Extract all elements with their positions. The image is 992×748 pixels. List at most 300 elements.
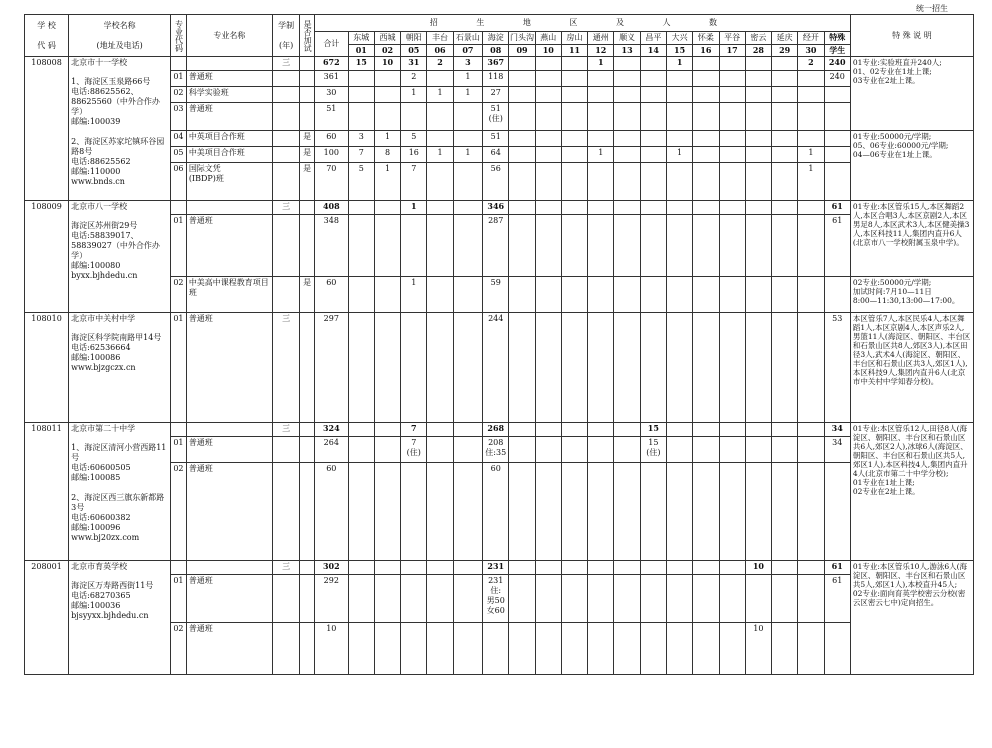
major-extra-fee	[300, 71, 315, 87]
major-count	[772, 71, 798, 87]
major-count	[719, 623, 745, 675]
major-count: 53	[824, 313, 850, 423]
major-count	[427, 103, 453, 131]
major-count	[640, 575, 666, 623]
region-col-name: 门头沟	[509, 31, 535, 44]
region-col-name: 丰台	[427, 31, 453, 44]
summary-extra-fee	[300, 57, 315, 71]
major-count	[772, 147, 798, 163]
major-code: 01	[171, 215, 187, 277]
major-count	[374, 313, 400, 423]
school-duration: 三	[272, 561, 299, 575]
major-count: 51	[315, 103, 349, 131]
header-extra-fee	[300, 15, 315, 57]
summary-note: 01专业:本区管乐15人,本区舞蹈2人,本区合唱3人,本区京剧2人,本区男足8人,本区武术3人,本区健美操3人,本区科技11人,集团内直升6人(北京市八一学校附属玉泉中学)。	[850, 201, 973, 277]
major-count	[427, 313, 453, 423]
major-name: 科学实验班	[186, 87, 272, 103]
region-col-name: 石景山	[453, 31, 482, 44]
header-major-code-text: 专业代码	[174, 19, 184, 52]
summary-count: 15	[348, 57, 374, 71]
major-name: 普通班	[186, 103, 272, 131]
summary-count	[719, 201, 745, 215]
summary-count: 61	[824, 201, 850, 215]
summary-count	[640, 57, 666, 71]
summary-count	[693, 423, 719, 437]
major-count	[824, 463, 850, 561]
summary-count: 7	[401, 423, 427, 437]
major-count: 348	[315, 215, 349, 277]
region-col-name: 顺义	[614, 31, 640, 44]
major-count	[666, 277, 692, 313]
major-count: 240	[824, 71, 850, 87]
major-count: 5	[348, 163, 374, 201]
summary-count: 61	[824, 561, 850, 575]
major-count	[535, 131, 561, 147]
summary-count: 240	[824, 57, 850, 71]
major-count	[561, 87, 587, 103]
major-extra-fee	[300, 313, 315, 423]
region-col-name: 西城	[374, 31, 400, 44]
major-count	[509, 437, 535, 463]
major-count	[374, 623, 400, 675]
summary-count: 672	[315, 57, 349, 71]
major-count: 10	[315, 623, 349, 675]
major-count	[374, 437, 400, 463]
region-col-code: 17	[719, 44, 745, 57]
region-col-code: 15	[666, 44, 692, 57]
major-count: 297	[315, 313, 349, 423]
major-count	[640, 71, 666, 87]
major-count	[719, 277, 745, 313]
region-col-name: 通州	[588, 31, 614, 44]
major-count	[614, 87, 640, 103]
major-count: 264	[315, 437, 349, 463]
major-count: 64	[483, 147, 509, 163]
major-count	[719, 103, 745, 131]
major-name: 国际文凭 (IBDP)班	[186, 163, 272, 201]
region-col-name: 房山	[561, 31, 587, 44]
summary-count	[453, 423, 482, 437]
major-duration: 三	[272, 313, 299, 423]
major-count	[719, 463, 745, 561]
summary-count	[535, 561, 561, 575]
major-duration	[272, 163, 299, 201]
major-code: 01	[171, 313, 187, 423]
major-name: 中英项目合作班	[186, 131, 272, 147]
major-count: 15 (住)	[640, 437, 666, 463]
summary-count	[745, 201, 771, 215]
major-name: 普通班	[186, 463, 272, 561]
summary-count	[745, 423, 771, 437]
header-school-code: 学 校 代 码	[25, 15, 69, 57]
major-count	[745, 437, 771, 463]
major-count	[453, 463, 482, 561]
major-note: 01专业:50000元/学期; 05、06专业:60000元/学期; 04—06专业在1址上课。	[850, 131, 973, 201]
major-count	[535, 71, 561, 87]
summary-count	[693, 201, 719, 215]
major-count	[772, 575, 798, 623]
major-count	[588, 575, 614, 623]
summary-count	[614, 201, 640, 215]
major-extra-fee	[300, 103, 315, 131]
major-count	[666, 313, 692, 423]
summary-note: 01专业:本区管乐10人,游泳6人(海淀区、朝阳区、丰台区和石景山区共5人,郊区1人),本校直升45人; 02专业:面向育英学校密云分校(密云区密云七中)定向招生。	[850, 561, 973, 675]
major-count	[719, 215, 745, 277]
summary-major-code	[171, 201, 187, 215]
major-count	[453, 103, 482, 131]
summary-count: 302	[315, 561, 349, 575]
major-count: 292	[315, 575, 349, 623]
major-name: 普通班	[186, 437, 272, 463]
summary-count: 1	[401, 201, 427, 215]
major-duration	[272, 103, 299, 131]
summary-count	[693, 57, 719, 71]
major-row	[25, 313, 974, 423]
major-count	[719, 437, 745, 463]
major-count	[745, 103, 771, 131]
major-count: 60	[315, 463, 349, 561]
major-count	[772, 163, 798, 201]
summary-extra-fee	[300, 423, 315, 437]
region-col-code: 29	[772, 44, 798, 57]
major-extra-fee: 是	[300, 147, 315, 163]
summary-count	[561, 423, 587, 437]
major-extra-fee: 是	[300, 163, 315, 201]
major-count	[719, 313, 745, 423]
summary-count	[348, 561, 374, 575]
major-count	[640, 103, 666, 131]
major-count	[719, 87, 745, 103]
region-col-code: 13	[614, 44, 640, 57]
major-count	[561, 313, 587, 423]
major-count	[509, 313, 535, 423]
summary-count	[374, 201, 400, 215]
major-count	[640, 147, 666, 163]
major-count	[772, 313, 798, 423]
major-count	[693, 313, 719, 423]
region-col-code: 09	[509, 44, 535, 57]
major-count	[588, 215, 614, 277]
region-col-name: 大兴	[666, 31, 692, 44]
region-col-code: 10	[535, 44, 561, 57]
summary-count	[453, 561, 482, 575]
major-count: 59	[483, 277, 509, 313]
region-col-code: 08	[483, 44, 509, 57]
major-name: 普通班	[186, 313, 272, 423]
major-count	[561, 71, 587, 87]
summary-count	[509, 561, 535, 575]
summary-count	[640, 561, 666, 575]
major-count	[614, 623, 640, 675]
summary-count: 231	[483, 561, 509, 575]
major-count	[693, 575, 719, 623]
major-count	[772, 131, 798, 147]
summary-count	[535, 57, 561, 71]
summary-count	[666, 423, 692, 437]
major-name: 普通班	[186, 215, 272, 277]
summary-count	[798, 561, 824, 575]
summary-major-name	[186, 201, 272, 215]
major-count	[535, 215, 561, 277]
school-name: 北京市八一学校	[71, 202, 128, 212]
major-count	[614, 163, 640, 201]
major-count: 70	[315, 163, 349, 201]
summary-count	[798, 423, 824, 437]
major-count	[745, 313, 771, 423]
major-count	[666, 103, 692, 131]
summary-count	[427, 201, 453, 215]
summary-count	[401, 561, 427, 575]
major-name: 中美项目合作班	[186, 147, 272, 163]
major-count	[693, 463, 719, 561]
major-count	[453, 163, 482, 201]
major-count	[798, 71, 824, 87]
major-count	[640, 163, 666, 201]
school-duration: 三	[272, 423, 299, 437]
header-major-code	[171, 15, 187, 57]
major-count	[453, 313, 482, 423]
major-count	[745, 87, 771, 103]
major-count	[693, 87, 719, 103]
major-count	[693, 623, 719, 675]
major-count	[509, 103, 535, 131]
school-address: 1、海淀区玉泉路66号 电话:88625562、88625560（中外合作办学） 邮编:100039 2、海淀区苏家坨镇环谷园路8号 电话:88625562 邮编:110000 www.bnds.cn	[71, 77, 165, 187]
major-note: 02专业:50000元/学期; 加试时间:7月10—11日 8:00—11:30,13:00—17:00。	[850, 277, 973, 313]
summary-count	[374, 561, 400, 575]
major-count	[719, 131, 745, 147]
major-count	[348, 215, 374, 277]
header-school-name: 学校名称 (地址及电话)	[69, 15, 171, 57]
major-duration	[272, 575, 299, 623]
major-count	[561, 463, 587, 561]
major-code: 02	[171, 463, 187, 561]
major-duration	[272, 215, 299, 277]
summary-major-code	[171, 57, 187, 71]
major-count	[483, 623, 509, 675]
major-count	[535, 103, 561, 131]
major-count: 56	[483, 163, 509, 201]
major-count: 60	[483, 463, 509, 561]
major-count: 8	[374, 147, 400, 163]
major-count	[640, 313, 666, 423]
school-address: 海淀区万寿路西街11号 电话:68270365 邮编:100036 bjsyyxx.bjhdedu.cn	[71, 581, 154, 621]
major-count	[509, 131, 535, 147]
major-count: 7	[401, 163, 427, 201]
region-col-code: 02	[374, 44, 400, 57]
summary-count: 3	[453, 57, 482, 71]
major-count	[798, 463, 824, 561]
summary-major-name	[186, 423, 272, 437]
school-address: 1、海淀区清河小营西路11号 电话:60600505 邮编:100085 2、海淀区西三旗东新都路3号 电话:60600382 邮编:100096 www.bj20zx.com	[71, 443, 167, 543]
major-code: 04	[171, 131, 187, 147]
major-count	[666, 575, 692, 623]
school-name: 北京市十一学校	[71, 58, 128, 68]
region-col-name: 平谷	[719, 31, 745, 44]
summary-note: 01专业:实验班直升240人; 01、02专业在1址上课; 03专业在2址上课。	[850, 57, 973, 131]
major-count	[348, 623, 374, 675]
major-count	[666, 215, 692, 277]
summary-count: 10	[374, 57, 400, 71]
summary-count	[772, 201, 798, 215]
major-extra-fee	[300, 215, 315, 277]
major-count	[535, 163, 561, 201]
summary-count	[427, 561, 453, 575]
region-col-name: 东城	[348, 31, 374, 44]
major-duration	[272, 623, 299, 675]
major-count	[535, 437, 561, 463]
major-count: 100	[315, 147, 349, 163]
major-count	[772, 103, 798, 131]
major-count	[427, 463, 453, 561]
major-count: 1	[401, 277, 427, 313]
major-name: 普通班	[186, 71, 272, 87]
major-count	[640, 131, 666, 147]
major-count	[509, 71, 535, 87]
major-count	[535, 575, 561, 623]
major-count: 1	[453, 87, 482, 103]
major-count	[666, 71, 692, 87]
summary-count: 408	[315, 201, 349, 215]
summary-count	[719, 57, 745, 71]
major-count	[798, 277, 824, 313]
major-count: 1	[427, 147, 453, 163]
major-count	[772, 87, 798, 103]
major-count: 118	[483, 71, 509, 87]
major-code: 02	[171, 623, 187, 675]
major-count	[666, 131, 692, 147]
school-code: 108010	[25, 313, 69, 423]
major-count	[588, 131, 614, 147]
major-count: 287	[483, 215, 509, 277]
major-count	[535, 277, 561, 313]
major-count	[772, 463, 798, 561]
major-count	[588, 277, 614, 313]
corner-label: 统一招生	[916, 4, 948, 13]
major-count	[401, 103, 427, 131]
major-count	[745, 463, 771, 561]
major-count	[561, 623, 587, 675]
summary-count	[614, 561, 640, 575]
major-count	[535, 87, 561, 103]
major-count	[509, 215, 535, 277]
major-count	[374, 215, 400, 277]
major-count	[427, 437, 453, 463]
major-count	[348, 87, 374, 103]
major-count	[693, 437, 719, 463]
summary-extra-fee	[300, 561, 315, 575]
summary-count	[588, 423, 614, 437]
major-code: 03	[171, 103, 187, 131]
major-count	[588, 87, 614, 103]
major-count	[772, 277, 798, 313]
major-count	[824, 147, 850, 163]
major-count	[798, 103, 824, 131]
major-count	[348, 575, 374, 623]
summary-count	[561, 201, 587, 215]
school-name: 北京市中关村中学	[71, 314, 136, 324]
region-col-name: 怀柔	[693, 31, 719, 44]
major-count	[453, 623, 482, 675]
major-count	[745, 575, 771, 623]
major-count: 61	[824, 215, 850, 277]
summary-count: 2	[427, 57, 453, 71]
summary-count	[561, 57, 587, 71]
major-count	[666, 463, 692, 561]
major-count	[693, 131, 719, 147]
major-count	[772, 623, 798, 675]
major-code: 02	[171, 87, 187, 103]
summary-count: 367	[483, 57, 509, 71]
major-count	[561, 575, 587, 623]
major-duration	[272, 147, 299, 163]
summary-count	[509, 57, 535, 71]
major-count	[666, 437, 692, 463]
school-info	[69, 313, 171, 423]
summary-count: 10	[745, 561, 771, 575]
major-count	[614, 277, 640, 313]
major-count: 2	[401, 71, 427, 87]
major-count	[745, 277, 771, 313]
major-count: 10	[745, 623, 771, 675]
major-count	[374, 277, 400, 313]
major-extra-fee	[300, 463, 315, 561]
major-count	[666, 623, 692, 675]
major-count	[614, 575, 640, 623]
school-info	[69, 423, 171, 561]
school-summary-row	[25, 57, 974, 71]
major-duration	[272, 87, 299, 103]
major-count	[374, 87, 400, 103]
major-count	[427, 131, 453, 147]
major-count	[588, 163, 614, 201]
summary-count	[666, 201, 692, 215]
major-duration	[272, 437, 299, 463]
major-count: 1	[798, 147, 824, 163]
major-count	[824, 131, 850, 147]
major-count	[798, 313, 824, 423]
major-count	[348, 103, 374, 131]
major-count	[640, 277, 666, 313]
school-summary-row	[25, 561, 974, 575]
summary-count: 31	[401, 57, 427, 71]
major-count: 51	[483, 131, 509, 147]
major-count	[693, 163, 719, 201]
summary-count	[772, 57, 798, 71]
major-count	[614, 463, 640, 561]
major-count	[798, 575, 824, 623]
summary-count	[509, 201, 535, 215]
region-col-name: 朝阳	[401, 31, 427, 44]
major-count	[588, 71, 614, 87]
region-col-name: 燕山	[535, 31, 561, 44]
region-col-name: 特殊	[824, 31, 850, 44]
summary-count: 1	[588, 57, 614, 71]
major-count	[561, 131, 587, 147]
major-count	[509, 575, 535, 623]
major-count	[561, 163, 587, 201]
major-extra-fee	[300, 575, 315, 623]
major-count	[427, 163, 453, 201]
major-count	[824, 87, 850, 103]
major-count	[453, 131, 482, 147]
major-count	[614, 71, 640, 87]
major-count	[798, 131, 824, 147]
school-address: 海淀区科学院南路甲14号 电话:62536664 邮编:100086 www.bjzgczx.cn	[71, 333, 162, 373]
major-count	[798, 623, 824, 675]
major-count	[798, 215, 824, 277]
major-count	[745, 71, 771, 87]
major-count	[348, 437, 374, 463]
